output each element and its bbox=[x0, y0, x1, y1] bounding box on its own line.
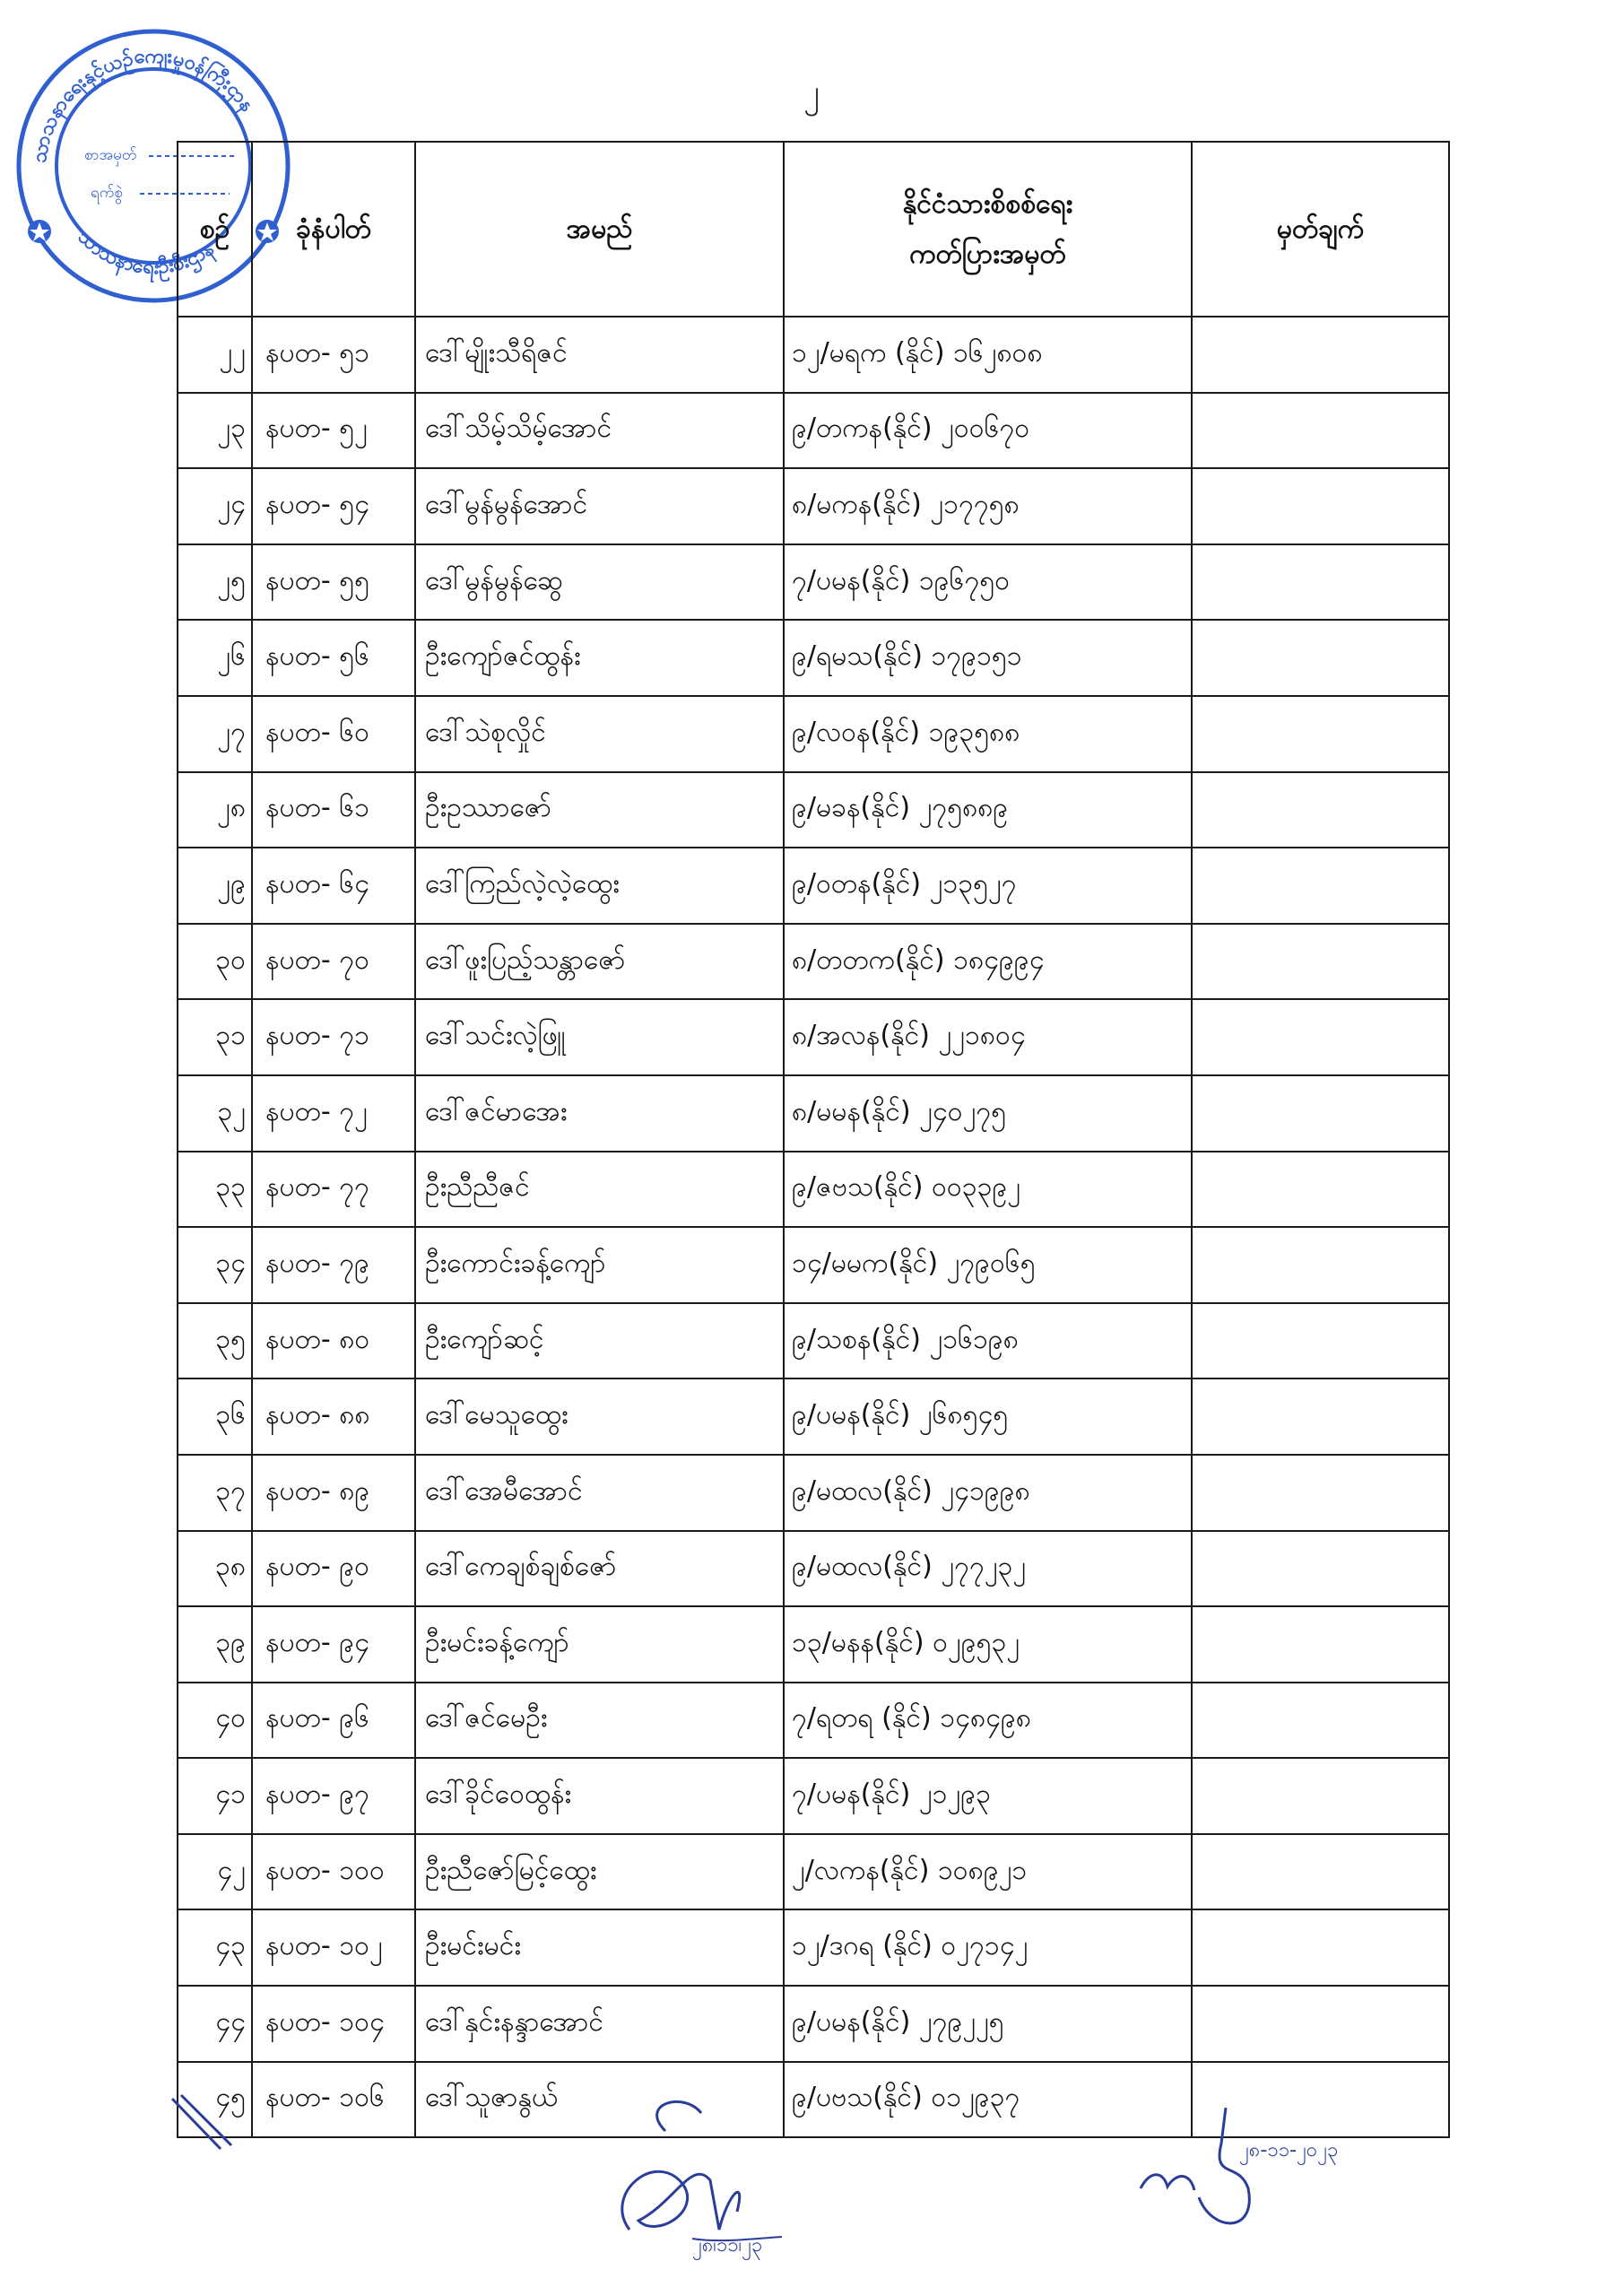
corner-slash-mark bbox=[167, 2090, 239, 2161]
row-roll-number: နပတ- ၁၀၆ bbox=[252, 2062, 415, 2138]
row-roll-number: နပတ- ၅၆ bbox=[252, 620, 415, 696]
row-nrc-number: ၉/မထလ(နိုင်) ၂၇၇၂၃၂ bbox=[784, 1531, 1192, 1607]
row-serial-number: ၂၆ bbox=[178, 620, 252, 696]
row-remark bbox=[1192, 1834, 1449, 1910]
row-remark bbox=[1192, 999, 1449, 1075]
row-roll-number: နပတ- ၉၆ bbox=[252, 1683, 415, 1759]
row-remark bbox=[1192, 1152, 1449, 1228]
header-no: စဉ် bbox=[178, 142, 252, 317]
table-row bbox=[178, 1986, 1449, 2062]
row-nrc-number: ၁၃/မနန(နိုင်) ၀၂၉၅၃၂ bbox=[784, 1606, 1192, 1683]
right-signature bbox=[1123, 2108, 1463, 2242]
row-serial-number: ၃၀ bbox=[178, 924, 252, 1000]
table-row bbox=[178, 317, 1449, 393]
table-row bbox=[178, 1909, 1449, 1986]
row-nrc-number: ၉/ပမန(နိုင်) ၂၆၈၅၄၅ bbox=[784, 1378, 1192, 1455]
row-candidate-name: ဒေါ်ဖူးပြည့်သန္တာဇော် bbox=[415, 924, 784, 1000]
row-candidate-name: ဒေါ်မွန်မွန်အောင် bbox=[415, 468, 784, 544]
table-row bbox=[178, 1834, 1449, 1910]
table-row bbox=[178, 1152, 1449, 1228]
row-serial-number: ၄၂ bbox=[178, 1834, 252, 1910]
row-remark bbox=[1192, 1986, 1449, 2062]
svg-text:ရက်စွဲ: ရက်စွဲ bbox=[91, 184, 123, 202]
row-candidate-name: ဦးကျော်ဆင့် bbox=[415, 1303, 784, 1379]
row-candidate-name: ဦးဥဿာဇော် bbox=[415, 772, 784, 848]
table-row bbox=[178, 924, 1449, 1000]
row-serial-number: ၃၆ bbox=[178, 1378, 252, 1455]
row-nrc-number: ၈/တတက(နိုင်) ၁၈၄၉၉၄ bbox=[784, 924, 1192, 1000]
row-serial-number: ၃၉ bbox=[178, 1606, 252, 1683]
table-row bbox=[178, 848, 1449, 924]
row-roll-number: နပတ- ၅၂ bbox=[252, 393, 415, 469]
row-candidate-name: ဒေါ်သိမ့်သိမ့်အောင် bbox=[415, 393, 784, 469]
row-roll-number: နပတ- ၁၀၄ bbox=[252, 1986, 415, 2062]
svg-text:သာသနာရေးဦးစီးဌာန: သာသနာရေးဦးစီးဌာန bbox=[73, 225, 219, 280]
table-body bbox=[178, 317, 1449, 2137]
row-serial-number: ၂၄ bbox=[178, 468, 252, 544]
row-serial-number: ၃၁ bbox=[178, 999, 252, 1075]
row-candidate-name: ဒေါ်သဲစုလှိုင် bbox=[415, 696, 784, 772]
row-nrc-number: ၇/ပမန(နိုင်) ၁၉၆၇၅၀ bbox=[784, 544, 1192, 621]
row-roll-number: နပတ- ၁၀၀ bbox=[252, 1834, 415, 1910]
row-nrc-number: ၈/မမန(နိုင်) ၂၄၀၂၇၅ bbox=[784, 1075, 1192, 1152]
row-remark bbox=[1192, 1606, 1449, 1683]
row-roll-number: နပတ- ၈၈ bbox=[252, 1378, 415, 1455]
row-roll-number: နပတ- ၆၁ bbox=[252, 772, 415, 848]
row-nrc-number: ၉/သစန(နိုင်) ၂၁၆၁၉၈ bbox=[784, 1303, 1192, 1379]
row-nrc-number: ၁၄/မမက(နိုင်) ၂၇၉၀၆၅ bbox=[784, 1227, 1192, 1303]
table-row bbox=[178, 772, 1449, 848]
row-serial-number: ၄၁ bbox=[178, 1758, 252, 1834]
row-remark bbox=[1192, 544, 1449, 621]
table-row bbox=[178, 468, 1449, 544]
header-remark: မှတ်ချက် bbox=[1192, 142, 1449, 317]
row-roll-number: နပတ- ၅၅ bbox=[252, 544, 415, 621]
row-candidate-name: ဦးကျော်ဇင်ထွန်း bbox=[415, 620, 784, 696]
row-remark bbox=[1192, 468, 1449, 544]
table-row bbox=[178, 1227, 1449, 1303]
row-roll-number: နပတ- ၇၀ bbox=[252, 924, 415, 1000]
row-remark bbox=[1192, 1303, 1449, 1379]
row-candidate-name: ဒေါ်အေမီအောင် bbox=[415, 1455, 784, 1531]
row-serial-number: ၃၄ bbox=[178, 1227, 252, 1303]
row-remark bbox=[1192, 1909, 1449, 1986]
row-remark bbox=[1192, 696, 1449, 772]
table-row bbox=[178, 1075, 1449, 1152]
row-serial-number: ၄၄ bbox=[178, 1986, 252, 2062]
row-candidate-name: ဒေါ်ကေချစ်ချစ်ဇော် bbox=[415, 1531, 784, 1607]
row-remark bbox=[1192, 1075, 1449, 1152]
row-nrc-number: ၉/လဝန(နိုင်) ၁၉၃၅၈၈ bbox=[784, 696, 1192, 772]
table-row bbox=[178, 1683, 1449, 1759]
row-serial-number: ၂၇ bbox=[178, 696, 252, 772]
table-row bbox=[178, 544, 1449, 621]
row-nrc-number: ၈/မကန(နိုင်) ၂၁၇၇၅၈ bbox=[784, 468, 1192, 544]
row-serial-number: ၂၃ bbox=[178, 393, 252, 469]
row-serial-number: ၃၃ bbox=[178, 1152, 252, 1228]
row-serial-number: ၂၈ bbox=[178, 772, 252, 848]
row-nrc-number: ၇/ပမန(နိုင်) ၂၁၂၉၃ bbox=[784, 1758, 1192, 1834]
table-row bbox=[178, 1531, 1449, 1607]
row-roll-number: နပတ- ၇၉ bbox=[252, 1227, 415, 1303]
row-serial-number: ၄၀ bbox=[178, 1683, 252, 1759]
row-remark bbox=[1192, 1758, 1449, 1834]
row-nrc-number: ၁၂/မရက (နိုင်) ၁၆၂၈၀၈ bbox=[784, 317, 1192, 393]
row-roll-number: နပတ- ၈၉ bbox=[252, 1455, 415, 1531]
row-roll-number: နပတ- ၉၇ bbox=[252, 1758, 415, 1834]
row-roll-number: နပတ- ၅၁ bbox=[252, 317, 415, 393]
table-row bbox=[178, 696, 1449, 772]
row-remark bbox=[1192, 772, 1449, 848]
header-nrc-line2: ကတ်ပြားအမှတ် bbox=[909, 238, 1066, 270]
table-row bbox=[178, 1758, 1449, 1834]
row-candidate-name: ဒေါ်မွန်မွန်ဆွေ bbox=[415, 544, 784, 621]
row-roll-number: နပတ- ၆၀ bbox=[252, 696, 415, 772]
row-remark bbox=[1192, 393, 1449, 469]
row-roll-number: နပတ- ၈၀ bbox=[252, 1303, 415, 1379]
row-nrc-number: ၉/ဇဗသ(နိုင်) ၀၀၃၃၉၂ bbox=[784, 1152, 1192, 1228]
row-candidate-name: ဒေါ်ခိုင်ဝေထွန်း bbox=[415, 1758, 784, 1834]
row-remark bbox=[1192, 620, 1449, 696]
table-row bbox=[178, 393, 1449, 469]
row-nrc-number: ၉/ဝတန(နိုင်) ၂၁၃၅၂၇ bbox=[784, 848, 1192, 924]
row-serial-number: ၂၅ bbox=[178, 544, 252, 621]
row-nrc-number: ၉/ပဗသ(နိုင်) ၀၁၂၉၃၇ bbox=[784, 2062, 1192, 2138]
row-candidate-name: ဒေါ်သူဇာနွယ် bbox=[415, 2062, 784, 2138]
row-remark bbox=[1192, 317, 1449, 393]
row-candidate-name: ဦးမင်းခန့်ကျော် bbox=[415, 1606, 784, 1683]
row-candidate-name: ဒေါ်သင်းလဲ့ဖြူ bbox=[415, 999, 784, 1075]
row-remark bbox=[1192, 848, 1449, 924]
header-nrc bbox=[784, 142, 1192, 317]
row-roll-number: နပတ- ၁၀၂ bbox=[252, 1909, 415, 1986]
row-nrc-number: ၁၂/ဒဂရ (နိုင်) ၀၂၇၁၄၂ bbox=[784, 1909, 1192, 1986]
row-roll-number: နပတ- ၇၂ bbox=[252, 1075, 415, 1152]
row-roll-number: နပတ- ၆၄ bbox=[252, 848, 415, 924]
right-signature-date: ၂၈-၁၁-၂၀၂၃ bbox=[1239, 2139, 1339, 2161]
row-nrc-number: ၉/မခန(နိုင်) ၂၇၅၈၈၉ bbox=[784, 772, 1192, 848]
row-serial-number: ၂၂ bbox=[178, 317, 252, 393]
row-serial-number: ၃၂ bbox=[178, 1075, 252, 1152]
row-candidate-name: ဦးညီဇော်မြင့်ထွေး bbox=[415, 1834, 784, 1910]
row-remark bbox=[1192, 1227, 1449, 1303]
row-roll-number: နပတ- ၅၄ bbox=[252, 468, 415, 544]
row-nrc-number: ၉/တကန(နိုင်) ၂၀၀၆၇၀ bbox=[784, 393, 1192, 469]
row-candidate-name: ဦးညီညီဇင် bbox=[415, 1152, 784, 1228]
row-serial-number: ၃၇ bbox=[178, 1455, 252, 1531]
row-candidate-name: ဒေါ်နှင်းနန္ဒာအောင် bbox=[415, 1986, 784, 2062]
row-nrc-number: ၂/လကန(နိုင်) ၁၀၈၉၂၁ bbox=[784, 1834, 1192, 1910]
left-signature-date: ၂၈၊၁၁၊၂၃ bbox=[692, 2234, 763, 2257]
table-header-row bbox=[178, 142, 1449, 317]
row-nrc-number: ၉/မထလ(နိုင်) ၂၄၁၉၉၈ bbox=[784, 1455, 1192, 1531]
candidate-register-table bbox=[177, 141, 1450, 2138]
row-candidate-name: ဒေါ်ဇင်မေဦး bbox=[415, 1683, 784, 1759]
row-nrc-number: ၇/ရတရ (နိုင်) ၁၄၈၄၉၈ bbox=[784, 1683, 1192, 1759]
row-candidate-name: ဦးမင်းမင်း bbox=[415, 1909, 784, 1986]
row-roll-number: နပတ- ၉၄ bbox=[252, 1606, 415, 1683]
table-row bbox=[178, 620, 1449, 696]
row-remark bbox=[1192, 1378, 1449, 1455]
row-serial-number: ၃၈ bbox=[178, 1531, 252, 1607]
row-remark bbox=[1192, 924, 1449, 1000]
row-serial-number: ၂၉ bbox=[178, 848, 252, 924]
table-row bbox=[178, 1303, 1449, 1379]
row-remark bbox=[1192, 1455, 1449, 1531]
row-serial-number: ၄၅ bbox=[178, 2062, 252, 2138]
row-remark bbox=[1192, 1683, 1449, 1759]
header-nrc-line1: နိုင်ငံသားစိစစ်ရေး bbox=[902, 187, 1073, 220]
table-row bbox=[178, 1378, 1449, 1455]
row-nrc-number: ၉/ပမန(နိုင်) ၂၇၉၂၂၅ bbox=[784, 1986, 1192, 2062]
page-number: ၂ bbox=[803, 74, 820, 110]
row-roll-number: နပတ- ၇၁ bbox=[252, 999, 415, 1075]
table-row bbox=[178, 1606, 1449, 1683]
svg-text:စာအမှတ်: စာအမှတ် bbox=[84, 146, 137, 164]
row-roll-number: နပတ- ၇၇ bbox=[252, 1152, 415, 1228]
row-nrc-number: ၈/အလန(နိုင်) ၂၂၁၈၀၄ bbox=[784, 999, 1192, 1075]
signature-scribble-right bbox=[1123, 2108, 1463, 2242]
row-serial-number: ၃၅ bbox=[178, 1303, 252, 1379]
table-row bbox=[178, 999, 1449, 1075]
header-name: အမည် bbox=[415, 142, 784, 317]
row-candidate-name: ဒေါ်မျိုးသီရိဇင် bbox=[415, 317, 784, 393]
left-signature bbox=[603, 2095, 890, 2266]
table-row bbox=[178, 1455, 1449, 1531]
row-nrc-number: ၉/ရမသ(နိုင်) ၁၇၉၁၅၁ bbox=[784, 620, 1192, 696]
row-remark bbox=[1192, 1531, 1449, 1607]
row-candidate-name: ဒေါ်မေသူထွေး bbox=[415, 1378, 784, 1455]
row-candidate-name: ဒေါ်ကြည်လဲ့လဲ့ထွေး bbox=[415, 848, 784, 924]
svg-text:သာသနာရေးနှင့်ယဉ်ကျေးမှုဝန်ကြီး: သာသနာရေးနှင့်ယဉ်ကျေးမှုဝန်ကြီးဌာန bbox=[28, 45, 259, 165]
row-roll-number: နပတ- ၉၀ bbox=[252, 1531, 415, 1607]
row-candidate-name: ဒေါ်ဇင်မာအေး bbox=[415, 1075, 784, 1152]
row-candidate-name: ဦးကောင်းခန့်ကျော် bbox=[415, 1227, 784, 1303]
header-roll: ခုံနံပါတ် bbox=[252, 142, 415, 317]
row-serial-number: ၄၃ bbox=[178, 1909, 252, 1986]
